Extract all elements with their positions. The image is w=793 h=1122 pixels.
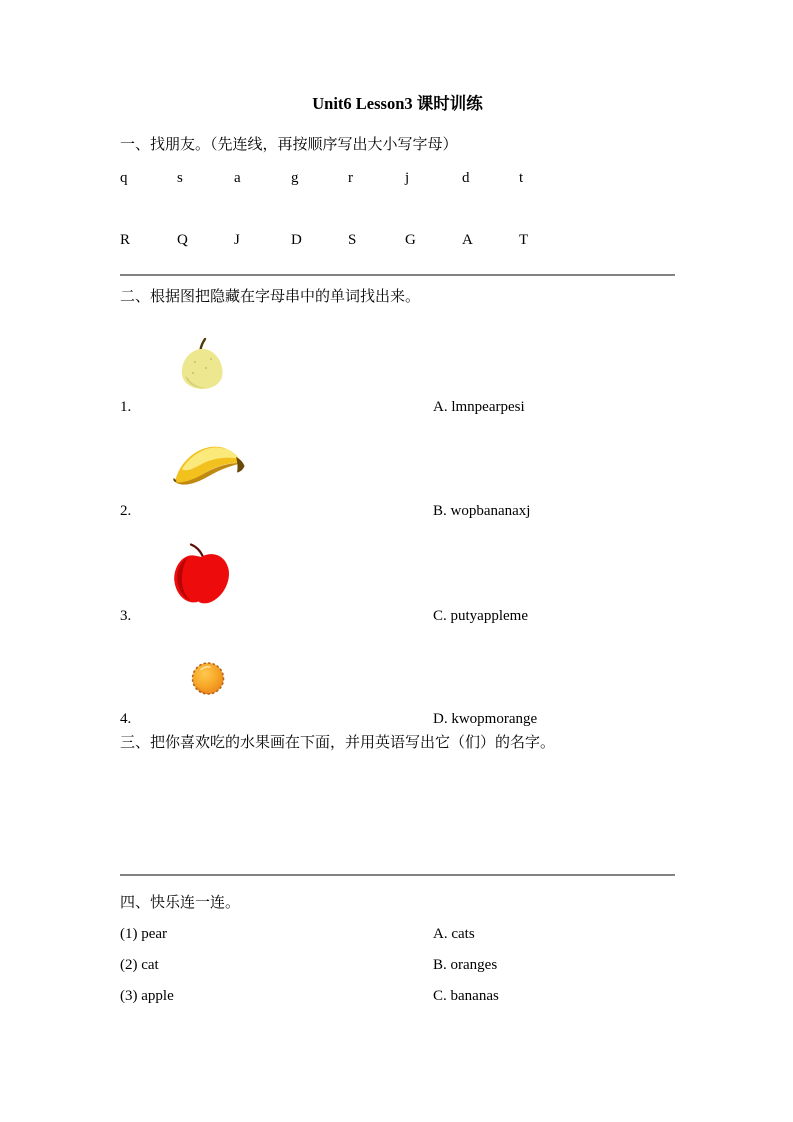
item-number: 4. bbox=[120, 711, 132, 727]
item-option: B. wopbananaxj bbox=[433, 503, 531, 519]
lowercase-letter: j bbox=[405, 170, 410, 186]
lowercase-letter: t bbox=[519, 170, 524, 186]
match-left-item: (2) cat bbox=[120, 957, 159, 973]
uppercase-letter: R bbox=[120, 232, 131, 248]
section-four-heading: 四、快乐连一连。 bbox=[120, 895, 241, 911]
match-left-item: (1) pear bbox=[120, 926, 168, 942]
lowercase-letter: q bbox=[120, 170, 128, 186]
uppercase-letter-row bbox=[120, 230, 675, 250]
page-title: Unit6 Lesson3 课时训练 bbox=[312, 94, 483, 113]
question-row bbox=[120, 397, 675, 418]
item-option: C. putyappleme bbox=[433, 608, 528, 624]
question-row bbox=[120, 606, 675, 627]
item-option: A. lmnpearpesi bbox=[433, 399, 525, 415]
divider-line bbox=[120, 874, 675, 876]
uppercase-letter: A bbox=[462, 232, 473, 248]
pear-image bbox=[178, 338, 675, 390]
uppercase-letter: J bbox=[234, 232, 240, 248]
match-row bbox=[120, 986, 675, 1007]
uppercase-letter: S bbox=[348, 232, 357, 248]
orange-image bbox=[190, 661, 675, 697]
uppercase-letter: Q bbox=[177, 232, 188, 248]
match-right-item: C. bananas bbox=[433, 988, 499, 1004]
question-row bbox=[120, 709, 675, 730]
lowercase-letter-row bbox=[120, 168, 675, 188]
match-right-item: B. oranges bbox=[433, 957, 498, 973]
lowercase-letter: a bbox=[234, 170, 241, 186]
section-one-heading: 一、找朋友。（先连线，再按顺序写出大小写字母） bbox=[120, 137, 458, 153]
match-row bbox=[120, 955, 675, 976]
lowercase-letter: d bbox=[462, 170, 470, 186]
section-two-heading: 二、根据图把隐藏在字母串中的单词找出来。 bbox=[120, 289, 421, 305]
match-left-item: (3) apple bbox=[120, 988, 174, 1004]
lowercase-letter: g bbox=[291, 170, 299, 186]
divider-line bbox=[120, 274, 675, 276]
lowercase-letter: s bbox=[177, 170, 183, 186]
section-three-heading: 三、把你喜欢吃的水果画在下面，并用英语写出它（们）的名字。 bbox=[120, 735, 556, 751]
match-row bbox=[120, 924, 675, 945]
match-right-item: A. cats bbox=[433, 926, 475, 942]
apple-image bbox=[170, 543, 675, 606]
item-option: D. kwopmorange bbox=[433, 711, 538, 727]
item-number: 1. bbox=[120, 399, 132, 415]
item-number: 2. bbox=[120, 503, 132, 519]
item-number: 3. bbox=[120, 608, 132, 624]
banana-image bbox=[168, 440, 675, 490]
question-row bbox=[120, 501, 675, 522]
uppercase-letter: T bbox=[519, 232, 529, 248]
uppercase-letter: D bbox=[291, 232, 302, 248]
uppercase-letter: G bbox=[405, 232, 416, 248]
lowercase-letter: r bbox=[348, 170, 353, 186]
